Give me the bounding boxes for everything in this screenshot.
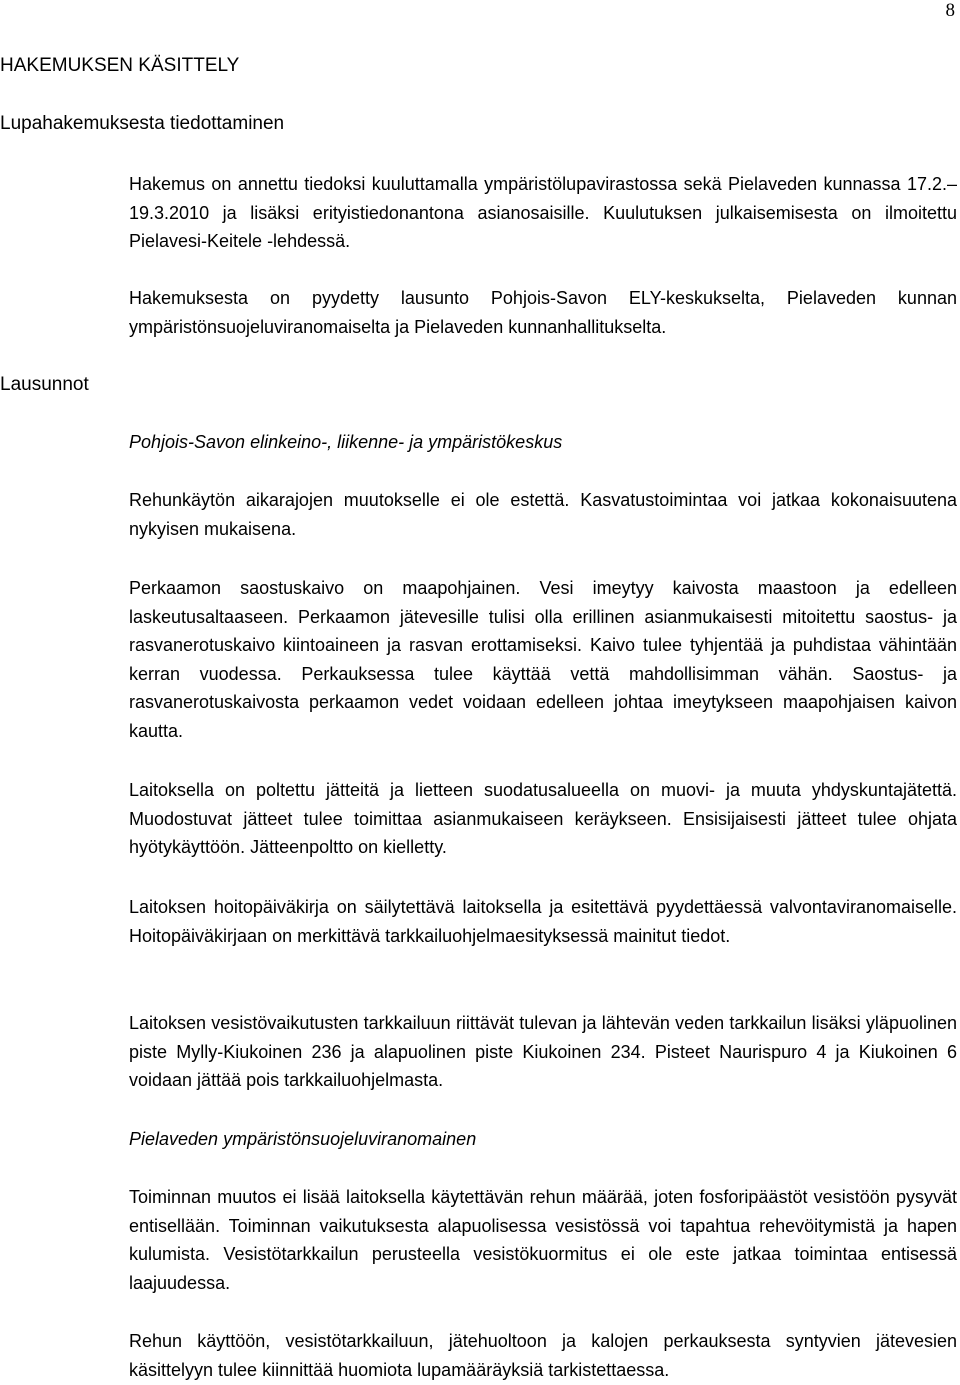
page-number: 8 bbox=[945, 0, 955, 21]
side-label-statements: Lausunnot bbox=[0, 374, 89, 395]
paragraph-permit-review: Rehun käyttöön, vesistötarkkailuun, jätehuoltoon ja kalojen perkauksesta syntyvien jätevesien käsittelyyn tulee kiinnittää huomiota lupamääräyksiä tarkistettaessa. bbox=[129, 1331, 957, 1380]
subsection-heading: Lupahakemuksesta tiedottaminen bbox=[0, 113, 285, 134]
section-heading: HAKEMUKSEN KÄSITTELY bbox=[0, 55, 240, 76]
paragraph-monitoring: Laitoksen vesistövaikutusten tarkkailuun riittävät tulevan ja lähtevän veden tarkkailun lisäksi yläpuolinen piste Mylly-Kiukoinen 236 ja alapuolinen piste Kiukoinen 234. Pisteet Naurispuro 4 ja Kiukoinen 6 voidaan jättää pois tarkkailuohjelmasta. bbox=[129, 1013, 957, 1090]
paragraph-waste: Laitoksella on poltettu jätteitä ja lietteen suodatusalueella on muovi- ja muuta yhdyskuntajätettä. Muodostuvat jätteet tulee toimittaa asianmukaiseen keräykseen. Ensisijaisesti jätteet tulee ohjata hyötykäyttöön. Jätteenpoltto on kielletty. bbox=[129, 780, 957, 857]
paragraph-septic-tank: Perkaamon saostuskaivo on maapohjainen. Vesi imeytyy kaivosta maastoon ja edelleen laskeutusaltaaseen. Perkaamon jätevesille tulisi olla erillinen asianmukaisesti mitoitettu saostus- ja rasvanerotuskaivo kiintoaineen ja rasvan erottamiseksi. Kaivo tulee tyhjentää ja puhdistaa vähintään kerran vuodessa. Perkauksessa tulee käyttää vettä mahdollisimman vähän. Saostus- ja rasvanerotuskaivosta perkaamon vedet voidaan edelleen johtaa imeytykseen maapohjaisen kaivon kautta. bbox=[129, 578, 957, 741]
paragraph-logbook: Laitoksen hoitopäiväkirja on säilytettävä laitoksella ja esitettävä pyydettäessä valvontaviranomaiselle. Hoitopäiväkirjaan on merkittävä tarkkailuohjelmaesityksessä mainitut tiedot. bbox=[129, 897, 957, 946]
paragraph-statements-requested: Hakemuksesta on pyydetty lausunto Pohjois-Savon ELY-keskukselta, Pielaveden kunnan ympäristönsuojeluviranomaiselta ja Pielaveden kunnanhallitukselta. bbox=[129, 288, 957, 337]
ely-centre-heading: Pohjois-Savon elinkeino-, liikenne- ja ympäristökeskus bbox=[129, 432, 563, 452]
paragraph-feeding-times: Rehunkäytön aikarajojen muutokselle ei ole estettä. Kasvatustoimintaa voi jatkaa kokonaisuutena nykyisen mukaisena. bbox=[129, 490, 957, 539]
municipal-authority-heading: Pielaveden ympäristönsuojeluviranomainen bbox=[129, 1129, 477, 1149]
paragraph-phosphorus: Toiminnan muutos ei lisää laitoksella käytettävän rehun määrää, joten fosforipäästöt vesistöön pysyvät entisellään. Toiminnan vaikutuksesta alapuolisessa vesistössä voi tapahtua rehevöitymistä ja hapen kulumista. Vesistötarkkailun perusteella vesistökuormitus ei ole este jatkaa toimintaa entisessä laajuudessa. bbox=[129, 1187, 957, 1293]
paragraph-announcement: Hakemus on annettu tiedoksi kuuluttamalla ympäristölupavirastossa sekä Pielaveden kunnassa 17.2.–19.3.2010 ja lisäksi erityistiedonantona asianosaisille. Kuulutuksen julkaisemisesta on ilmoitettu Pielavesi-Keitele -lehdessä. bbox=[129, 174, 957, 251]
